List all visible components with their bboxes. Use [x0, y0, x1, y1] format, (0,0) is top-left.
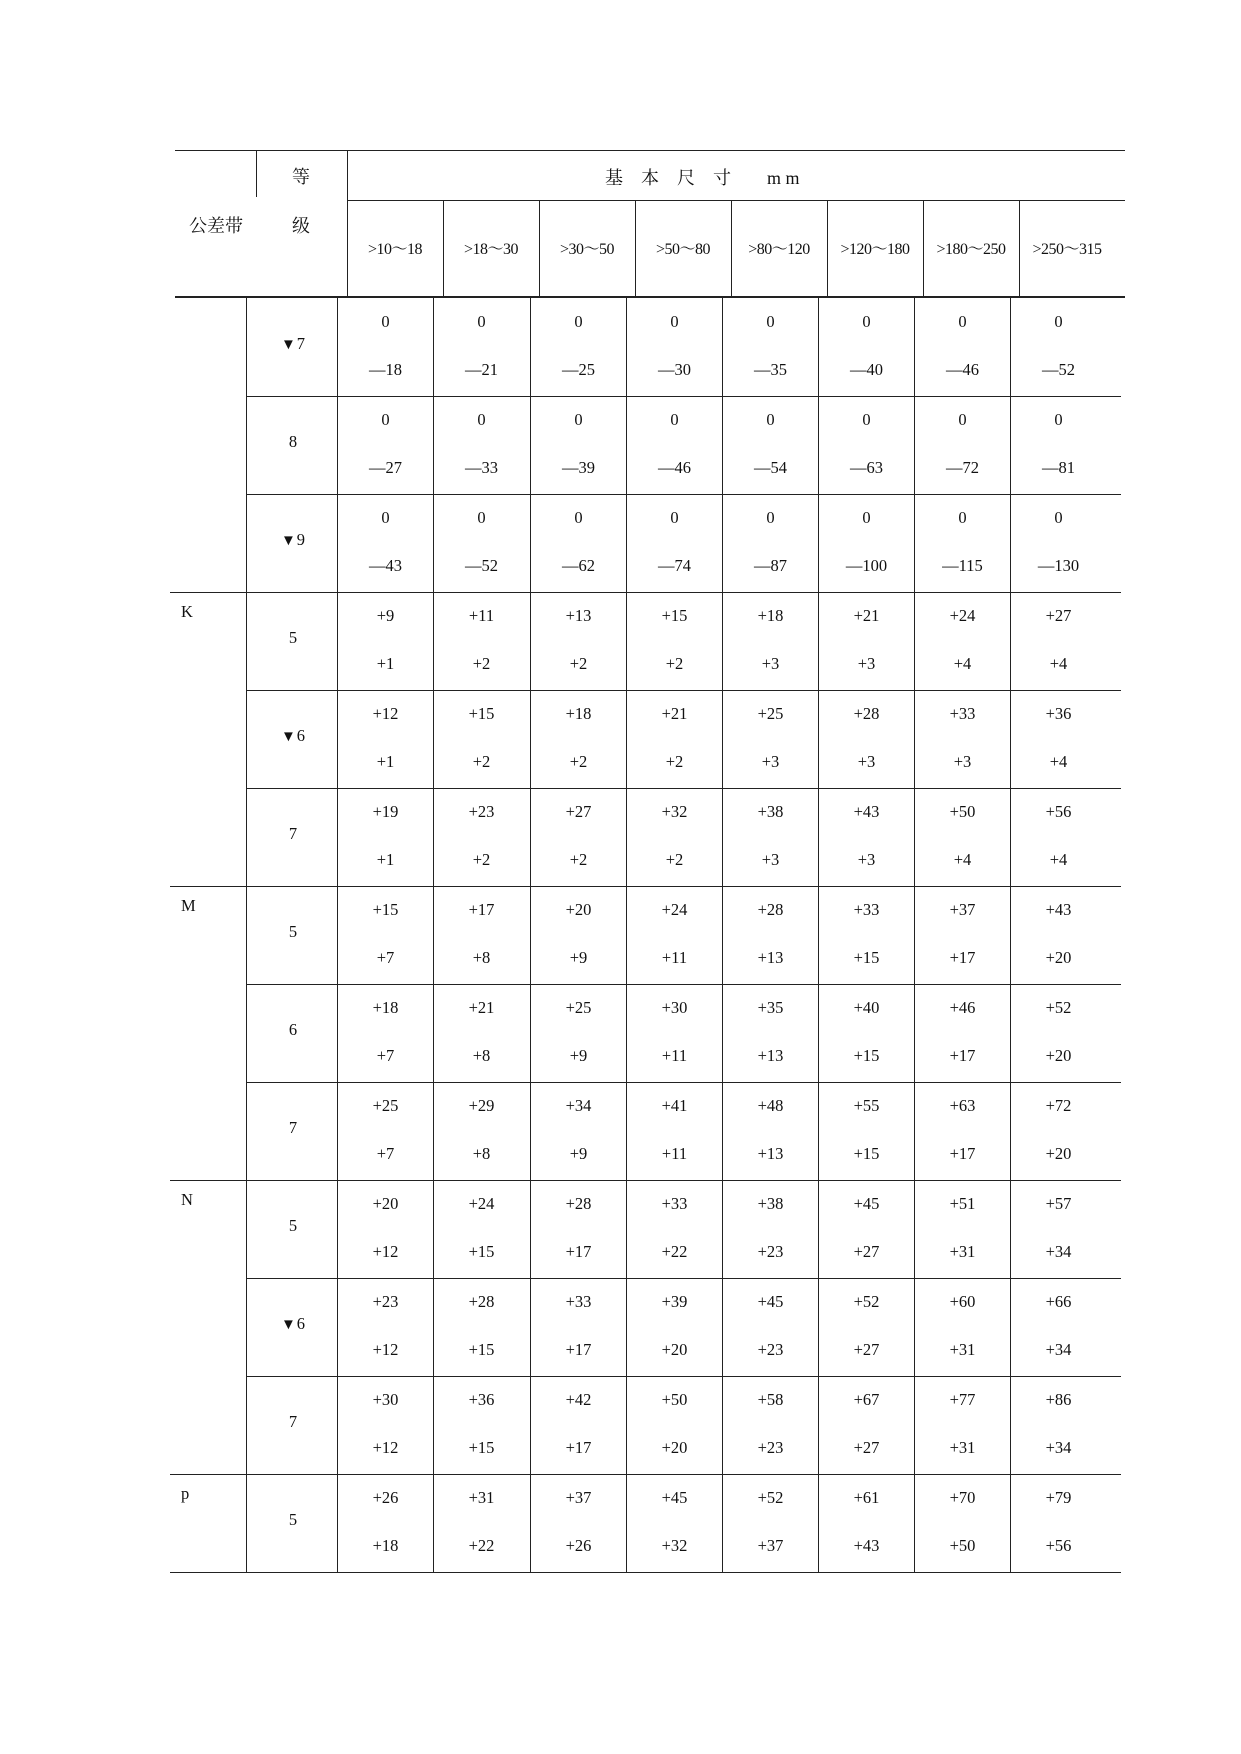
- upper-deviation-cell: 0: [766, 312, 775, 331]
- upper-deviation-cell: +52: [1045, 998, 1072, 1017]
- lower-deviation-cell: +2: [665, 752, 684, 771]
- upper-deviation-cell: +37: [565, 1488, 592, 1507]
- lower-deviation-cell: +3: [761, 752, 780, 771]
- lower-deviation-cell: +15: [853, 1046, 880, 1065]
- row-rule: [246, 396, 1121, 397]
- grade-number: 6: [296, 726, 306, 745]
- lower-deviation-cell: +17: [949, 1046, 976, 1065]
- lower-deviation-cell: +2: [569, 752, 588, 771]
- lower-deviation-cell: +31: [949, 1438, 976, 1457]
- grade-number: 7: [296, 334, 306, 353]
- lower-deviation-cell: +12: [372, 1438, 399, 1457]
- upper-deviation-cell: +27: [565, 802, 592, 821]
- upper-deviation-cell: +38: [757, 802, 784, 821]
- grade-number: 8: [288, 432, 298, 451]
- lower-deviation-cell: +20: [661, 1340, 688, 1359]
- lower-deviation-cell: +3: [953, 752, 972, 771]
- lower-deviation-cell: —72: [946, 458, 979, 477]
- lower-deviation-cell: +9: [569, 1046, 588, 1065]
- lower-deviation-cell: —40: [850, 360, 883, 379]
- lower-deviation-cell: +27: [853, 1438, 880, 1457]
- preferred-marker-icon: ▼: [280, 533, 296, 549]
- lower-deviation-cell: +34: [1045, 1340, 1072, 1359]
- upper-deviation-cell: 0: [477, 508, 486, 527]
- grade-number: 5: [288, 628, 298, 647]
- preferred-marker-icon: ▼: [280, 729, 296, 745]
- value-column-rule: [722, 298, 723, 1572]
- size-range-header: >120～180: [840, 241, 910, 258]
- lower-deviation-cell: +17: [949, 1144, 976, 1163]
- upper-deviation-cell: +28: [565, 1194, 592, 1213]
- lower-deviation-cell: +31: [949, 1242, 976, 1261]
- grade-cell: [247, 824, 339, 844]
- grade-cell: [247, 334, 339, 354]
- upper-deviation-cell: +61: [853, 1488, 880, 1507]
- lower-deviation-cell: +1: [376, 850, 395, 869]
- upper-deviation-cell: +29: [468, 1096, 495, 1115]
- lower-deviation-cell: +2: [472, 752, 491, 771]
- upper-deviation-cell: +21: [853, 606, 880, 625]
- lower-deviation-cell: +15: [853, 948, 880, 967]
- lower-deviation-cell: —33: [465, 458, 498, 477]
- upper-deviation-cell: +43: [853, 802, 880, 821]
- upper-deviation-cell: +42: [565, 1390, 592, 1409]
- upper-deviation-cell: 0: [670, 508, 679, 527]
- upper-deviation-cell: +55: [853, 1096, 880, 1115]
- lower-deviation-cell: +50: [949, 1536, 976, 1555]
- upper-deviation-cell: +30: [661, 998, 688, 1017]
- lower-deviation-cell: +20: [1045, 1144, 1072, 1163]
- lower-deviation-cell: +20: [1045, 948, 1072, 967]
- grade-number: 7: [288, 1412, 298, 1431]
- lower-deviation-cell: +2: [665, 850, 684, 869]
- size-range-header: >18～30: [463, 241, 519, 258]
- grade-number: 9: [296, 530, 306, 549]
- value-column-rule: [433, 298, 434, 1572]
- lower-deviation-cell: +2: [472, 850, 491, 869]
- row-rule: [246, 1376, 1121, 1377]
- lower-deviation-cell: +8: [472, 948, 491, 967]
- upper-deviation-cell: +24: [661, 900, 688, 919]
- lower-deviation-cell: +31: [949, 1340, 976, 1359]
- lower-deviation-cell: +12: [372, 1242, 399, 1261]
- lower-deviation-cell: —54: [754, 458, 787, 477]
- size-range-header: >50～80: [655, 241, 711, 258]
- upper-deviation-cell: +17: [468, 900, 495, 919]
- upper-deviation-cell: +36: [1045, 704, 1072, 723]
- lower-deviation-cell: +37: [757, 1536, 784, 1555]
- upper-deviation-cell: 0: [381, 410, 390, 429]
- size-range-header: >80～120: [748, 241, 810, 258]
- grade-number: 7: [288, 1118, 298, 1137]
- lower-deviation-cell: —63: [850, 458, 883, 477]
- upper-deviation-cell: +33: [565, 1292, 592, 1311]
- lower-deviation-cell: —30: [658, 360, 691, 379]
- upper-deviation-cell: +58: [757, 1390, 784, 1409]
- upper-deviation-cell: 0: [958, 312, 967, 331]
- grade-cell: [247, 1412, 339, 1432]
- upper-deviation-cell: +40: [853, 998, 880, 1017]
- grade-cell: [247, 1314, 339, 1334]
- upper-deviation-cell: 0: [381, 508, 390, 527]
- upper-deviation-cell: 0: [1054, 312, 1063, 331]
- lower-deviation-cell: +4: [1049, 850, 1068, 869]
- value-column-rule: [818, 298, 819, 1572]
- size-range-header: >250～315: [1032, 241, 1102, 258]
- upper-deviation-cell: +9: [376, 606, 395, 625]
- basic-size-title: 基 本 尺 寸 m m: [605, 168, 800, 188]
- upper-deviation-cell: 0: [670, 410, 679, 429]
- lower-deviation-cell: +2: [665, 654, 684, 673]
- size-range-header: >10～18: [367, 241, 423, 258]
- upper-deviation-cell: 0: [477, 312, 486, 331]
- lower-deviation-cell: +26: [565, 1536, 592, 1555]
- upper-deviation-cell: +31: [468, 1488, 495, 1507]
- size-range-header: >180～250: [936, 241, 1006, 258]
- upper-deviation-cell: +24: [468, 1194, 495, 1213]
- lower-deviation-cell: +4: [1049, 752, 1068, 771]
- upper-deviation-cell: +32: [661, 802, 688, 821]
- upper-deviation-cell: 0: [477, 410, 486, 429]
- grade-number: 5: [288, 1510, 298, 1529]
- upper-deviation-cell: 0: [958, 410, 967, 429]
- lower-deviation-cell: +1: [376, 654, 395, 673]
- upper-deviation-cell: +70: [949, 1488, 976, 1507]
- grade-cell: [247, 1118, 339, 1138]
- lower-deviation-cell: —46: [658, 458, 691, 477]
- grade-cell: [247, 922, 339, 942]
- lower-deviation-cell: +17: [949, 948, 976, 967]
- upper-deviation-cell: +67: [853, 1390, 880, 1409]
- upper-deviation-cell: +38: [757, 1194, 784, 1213]
- lower-deviation-cell: +4: [1049, 654, 1068, 673]
- lower-deviation-cell: +13: [757, 948, 784, 967]
- grade-cell: [247, 1020, 339, 1040]
- grade-number: 6: [288, 1020, 298, 1039]
- lower-deviation-cell: +8: [472, 1144, 491, 1163]
- grade-cell: [247, 1216, 339, 1236]
- lower-deviation-cell: +43: [853, 1536, 880, 1555]
- upper-deviation-cell: 0: [670, 312, 679, 331]
- upper-deviation-cell: +18: [757, 606, 784, 625]
- upper-deviation-cell: +48: [757, 1096, 784, 1115]
- upper-deviation-cell: +27: [1045, 606, 1072, 625]
- lower-deviation-cell: +15: [468, 1438, 495, 1457]
- upper-deviation-cell: +72: [1045, 1096, 1072, 1115]
- lower-deviation-cell: +27: [853, 1242, 880, 1261]
- upper-deviation-cell: +46: [949, 998, 976, 1017]
- row-rule: [246, 690, 1121, 691]
- lower-deviation-cell: +23: [757, 1438, 784, 1457]
- lower-deviation-cell: +32: [661, 1536, 688, 1555]
- upper-deviation-cell: +86: [1045, 1390, 1072, 1409]
- grade-label-bottom: 级: [292, 216, 310, 236]
- upper-deviation-cell: 0: [381, 312, 390, 331]
- lower-deviation-cell: +8: [472, 1046, 491, 1065]
- tolerance-band-label: p: [181, 1484, 190, 1503]
- lower-deviation-cell: —46: [946, 360, 979, 379]
- grade-number: 5: [288, 922, 298, 941]
- lower-deviation-cell: —62: [562, 556, 595, 575]
- upper-deviation-cell: +28: [468, 1292, 495, 1311]
- lower-deviation-cell: +15: [468, 1340, 495, 1359]
- grade-cell: [247, 530, 339, 550]
- lower-deviation-cell: +27: [853, 1340, 880, 1359]
- lower-deviation-cell: —25: [562, 360, 595, 379]
- upper-deviation-cell: +25: [565, 998, 592, 1017]
- upper-deviation-cell: +12: [372, 704, 399, 723]
- upper-deviation-cell: +15: [468, 704, 495, 723]
- upper-deviation-cell: 0: [862, 312, 871, 331]
- lower-deviation-cell: +15: [853, 1144, 880, 1163]
- row-rule: [170, 886, 1121, 887]
- upper-deviation-cell: +20: [372, 1194, 399, 1213]
- lower-deviation-cell: +3: [857, 850, 876, 869]
- lower-deviation-cell: +2: [472, 654, 491, 673]
- upper-deviation-cell: +18: [565, 704, 592, 723]
- lower-deviation-cell: +3: [857, 654, 876, 673]
- value-column-rule: [1010, 298, 1011, 1572]
- value-column-rule: [530, 298, 531, 1572]
- upper-deviation-cell: +56: [1045, 802, 1072, 821]
- upper-deviation-cell: 0: [862, 508, 871, 527]
- lower-deviation-cell: +1: [376, 752, 395, 771]
- lower-deviation-cell: —43: [369, 556, 402, 575]
- upper-deviation-cell: +37: [949, 900, 976, 919]
- lower-deviation-cell: —39: [562, 458, 595, 477]
- lower-deviation-cell: +13: [757, 1046, 784, 1065]
- lower-deviation-cell: +13: [757, 1144, 784, 1163]
- grade-cell: [247, 628, 339, 648]
- upper-deviation-cell: +79: [1045, 1488, 1072, 1507]
- lower-deviation-cell: +7: [376, 1144, 395, 1163]
- band-label: 公差带: [189, 216, 243, 236]
- upper-deviation-cell: 0: [574, 312, 583, 331]
- upper-deviation-cell: 0: [1054, 508, 1063, 527]
- row-rule: [170, 1572, 1121, 1573]
- grade-cell: [247, 1510, 339, 1530]
- lower-deviation-cell: +20: [661, 1438, 688, 1457]
- lower-deviation-cell: +56: [1045, 1536, 1072, 1555]
- row-rule: [246, 1082, 1121, 1083]
- upper-deviation-cell: +23: [468, 802, 495, 821]
- lower-deviation-cell: +23: [757, 1340, 784, 1359]
- lower-deviation-cell: —27: [369, 458, 402, 477]
- grade-label-top: 等: [292, 167, 310, 187]
- grade-number: 5: [288, 1216, 298, 1235]
- row-rule: [170, 592, 1121, 593]
- lower-deviation-cell: +34: [1045, 1242, 1072, 1261]
- lower-deviation-cell: +7: [376, 1046, 395, 1065]
- lower-deviation-cell: —87: [754, 556, 787, 575]
- lower-deviation-cell: +18: [372, 1536, 399, 1555]
- upper-deviation-cell: +57: [1045, 1194, 1072, 1213]
- lower-deviation-cell: +4: [953, 654, 972, 673]
- upper-deviation-cell: +15: [372, 900, 399, 919]
- upper-deviation-cell: +28: [853, 704, 880, 723]
- lower-deviation-cell: —52: [465, 556, 498, 575]
- upper-deviation-cell: +33: [853, 900, 880, 919]
- upper-deviation-cell: +36: [468, 1390, 495, 1409]
- lower-deviation-cell: +17: [565, 1340, 592, 1359]
- upper-deviation-cell: +25: [757, 704, 784, 723]
- row-rule: [246, 788, 1121, 789]
- lower-deviation-cell: +17: [565, 1242, 592, 1261]
- tolerance-band-label: N: [181, 1190, 193, 1209]
- lower-deviation-cell: +11: [661, 1144, 688, 1163]
- upper-deviation-cell: +52: [757, 1488, 784, 1507]
- upper-deviation-cell: +35: [757, 998, 784, 1017]
- tolerance-band-label: M: [181, 896, 196, 915]
- upper-deviation-cell: +24: [949, 606, 976, 625]
- upper-deviation-cell: +21: [468, 998, 495, 1017]
- upper-deviation-cell: +21: [661, 704, 688, 723]
- upper-deviation-cell: +28: [757, 900, 784, 919]
- grade-number: 7: [288, 824, 298, 843]
- lower-deviation-cell: +4: [953, 850, 972, 869]
- upper-deviation-cell: +43: [1045, 900, 1072, 919]
- lower-deviation-cell: +23: [757, 1242, 784, 1261]
- upper-deviation-cell: +11: [468, 606, 495, 625]
- lower-deviation-cell: +22: [661, 1242, 688, 1261]
- grade-cell: [247, 726, 339, 746]
- preferred-marker-icon: ▼: [280, 337, 296, 353]
- upper-deviation-cell: +66: [1045, 1292, 1072, 1311]
- lower-deviation-cell: +2: [569, 850, 588, 869]
- upper-deviation-cell: +45: [757, 1292, 784, 1311]
- upper-deviation-cell: +77: [949, 1390, 976, 1409]
- lower-deviation-cell: —21: [465, 360, 498, 379]
- upper-deviation-cell: +39: [661, 1292, 688, 1311]
- lower-deviation-cell: +17: [565, 1438, 592, 1457]
- upper-deviation-cell: +34: [565, 1096, 592, 1115]
- upper-deviation-cell: +52: [853, 1292, 880, 1311]
- lower-deviation-cell: +11: [661, 948, 688, 967]
- row-rule: [170, 1474, 1121, 1475]
- upper-deviation-cell: +51: [949, 1194, 976, 1213]
- row-rule: [246, 984, 1121, 985]
- upper-deviation-cell: +63: [949, 1096, 976, 1115]
- upper-deviation-cell: 0: [1054, 410, 1063, 429]
- lower-deviation-cell: +2: [569, 654, 588, 673]
- row-rule: [246, 1278, 1121, 1279]
- upper-deviation-cell: +33: [661, 1194, 688, 1213]
- upper-deviation-cell: 0: [574, 410, 583, 429]
- upper-deviation-cell: 0: [862, 410, 871, 429]
- upper-deviation-cell: +25: [372, 1096, 399, 1115]
- lower-deviation-cell: —130: [1037, 556, 1080, 575]
- lower-deviation-cell: +9: [569, 1144, 588, 1163]
- upper-deviation-cell: +15: [661, 606, 688, 625]
- upper-deviation-cell: +60: [949, 1292, 976, 1311]
- upper-deviation-cell: 0: [766, 410, 775, 429]
- lower-deviation-cell: +3: [761, 850, 780, 869]
- lower-deviation-cell: —115: [942, 556, 983, 575]
- upper-deviation-cell: +20: [565, 900, 592, 919]
- lower-deviation-cell: +11: [661, 1046, 688, 1065]
- upper-deviation-cell: +33: [949, 704, 976, 723]
- lower-deviation-cell: —81: [1042, 458, 1075, 477]
- upper-deviation-cell: 0: [766, 508, 775, 527]
- upper-deviation-cell: 0: [958, 508, 967, 527]
- upper-deviation-cell: +41: [661, 1096, 688, 1115]
- lower-deviation-cell: —18: [369, 360, 402, 379]
- lower-deviation-cell: —100: [845, 556, 888, 575]
- upper-deviation-cell: +30: [372, 1390, 399, 1409]
- lower-deviation-cell: —52: [1042, 360, 1075, 379]
- lower-deviation-cell: +15: [468, 1242, 495, 1261]
- value-column-rule: [626, 298, 627, 1572]
- tolerance-band-label: K: [181, 602, 193, 621]
- lower-deviation-cell: +7: [376, 948, 395, 967]
- upper-deviation-cell: 0: [574, 508, 583, 527]
- lower-deviation-cell: +22: [468, 1536, 495, 1555]
- lower-deviation-cell: +3: [857, 752, 876, 771]
- upper-deviation-cell: +18: [372, 998, 399, 1017]
- lower-deviation-cell: +9: [569, 948, 588, 967]
- upper-deviation-cell: +26: [372, 1488, 399, 1507]
- value-column-rule: [914, 298, 915, 1572]
- lower-deviation-cell: +20: [1045, 1046, 1072, 1065]
- upper-deviation-cell: +50: [949, 802, 976, 821]
- size-range-header: >30～50: [559, 241, 615, 258]
- upper-deviation-cell: +45: [853, 1194, 880, 1213]
- grade-cell: [247, 432, 339, 452]
- upper-deviation-cell: +19: [372, 802, 399, 821]
- upper-deviation-cell: +13: [565, 606, 592, 625]
- lower-deviation-cell: +3: [761, 654, 780, 673]
- preferred-marker-icon: ▼: [280, 1317, 296, 1333]
- lower-deviation-cell: +34: [1045, 1438, 1072, 1457]
- upper-deviation-cell: +23: [372, 1292, 399, 1311]
- row-rule: [170, 1180, 1121, 1181]
- lower-deviation-cell: —74: [658, 556, 691, 575]
- lower-deviation-cell: —35: [754, 360, 787, 379]
- upper-deviation-cell: +45: [661, 1488, 688, 1507]
- lower-deviation-cell: +12: [372, 1340, 399, 1359]
- upper-deviation-cell: +50: [661, 1390, 688, 1409]
- grade-number: 6: [296, 1314, 306, 1333]
- row-rule: [246, 494, 1121, 495]
